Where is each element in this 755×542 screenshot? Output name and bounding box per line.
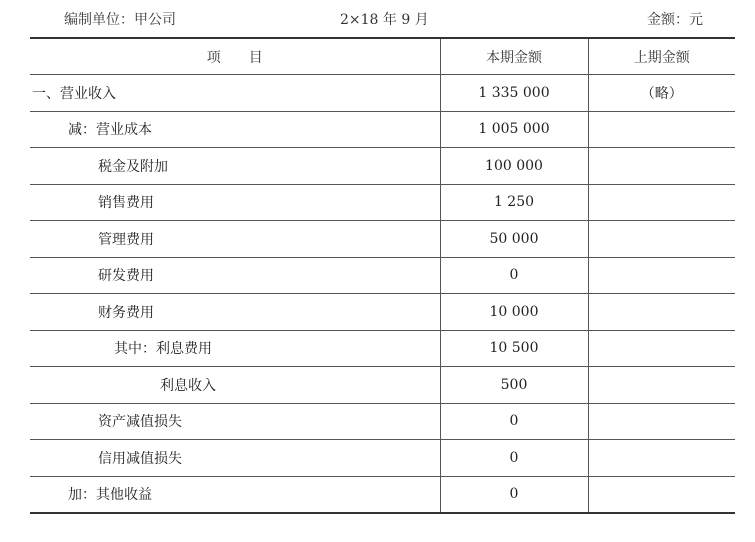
table-row	[30, 148, 735, 185]
row-previous-amount	[588, 294, 735, 331]
row-label: 财务费用	[30, 294, 440, 331]
row-label: 一、营业收入	[30, 75, 440, 112]
row-label: 信用减值损失	[30, 440, 440, 477]
row-label: 其中：利息费用	[30, 330, 440, 367]
table-header-row	[30, 38, 735, 75]
table-row	[30, 294, 735, 331]
row-label: 销售费用	[30, 184, 440, 221]
row-previous-amount	[588, 184, 735, 221]
statement-header	[0, 0, 755, 36]
table-row	[30, 403, 735, 440]
row-previous-amount	[588, 257, 735, 294]
table-row	[30, 476, 735, 513]
row-previous-amount	[588, 111, 735, 148]
table-row	[30, 111, 735, 148]
table-row	[30, 257, 735, 294]
row-current-amount: 1 250	[440, 184, 588, 221]
row-previous-amount	[588, 476, 735, 513]
table-row	[30, 184, 735, 221]
row-label: 研发费用	[30, 257, 440, 294]
row-previous-amount	[588, 148, 735, 185]
preparing-entity: 编制单位：甲公司	[64, 12, 176, 28]
row-previous-amount	[588, 367, 735, 404]
column-header-previous: 上期金额	[588, 38, 735, 75]
row-label: 税金及附加	[30, 148, 440, 185]
row-label: 管理费用	[30, 221, 440, 258]
report-period: 2×18 年 9 月	[340, 12, 429, 28]
table-row	[30, 221, 735, 258]
row-previous-amount	[588, 330, 735, 367]
row-previous-amount	[588, 440, 735, 477]
table-row	[30, 367, 735, 404]
row-previous-amount: （略）	[588, 75, 735, 112]
row-previous-amount	[588, 403, 735, 440]
row-current-amount: 50 000	[440, 221, 588, 258]
income-statement-table	[30, 37, 735, 514]
row-current-amount: 100 000	[440, 148, 588, 185]
column-header-current: 本期金额	[440, 38, 588, 75]
row-current-amount: 0	[440, 403, 588, 440]
row-current-amount: 0	[440, 440, 588, 477]
table-row	[30, 330, 735, 367]
row-label: 减：营业成本	[30, 111, 440, 148]
row-current-amount: 0	[440, 257, 588, 294]
table-row	[30, 75, 735, 112]
row-label: 资产减值损失	[30, 403, 440, 440]
row-label: 利息收入	[30, 367, 440, 404]
row-current-amount: 0	[440, 476, 588, 513]
row-label: 加：其他收益	[30, 476, 440, 513]
row-current-amount: 500	[440, 367, 588, 404]
currency-unit: 金额：元	[647, 12, 703, 28]
row-previous-amount	[588, 221, 735, 258]
column-header-item: 项 目	[30, 38, 440, 75]
table-row	[30, 440, 735, 477]
row-current-amount: 1 335 000	[440, 75, 588, 112]
row-current-amount: 10 000	[440, 294, 588, 331]
row-current-amount: 10 500	[440, 330, 588, 367]
row-current-amount: 1 005 000	[440, 111, 588, 148]
